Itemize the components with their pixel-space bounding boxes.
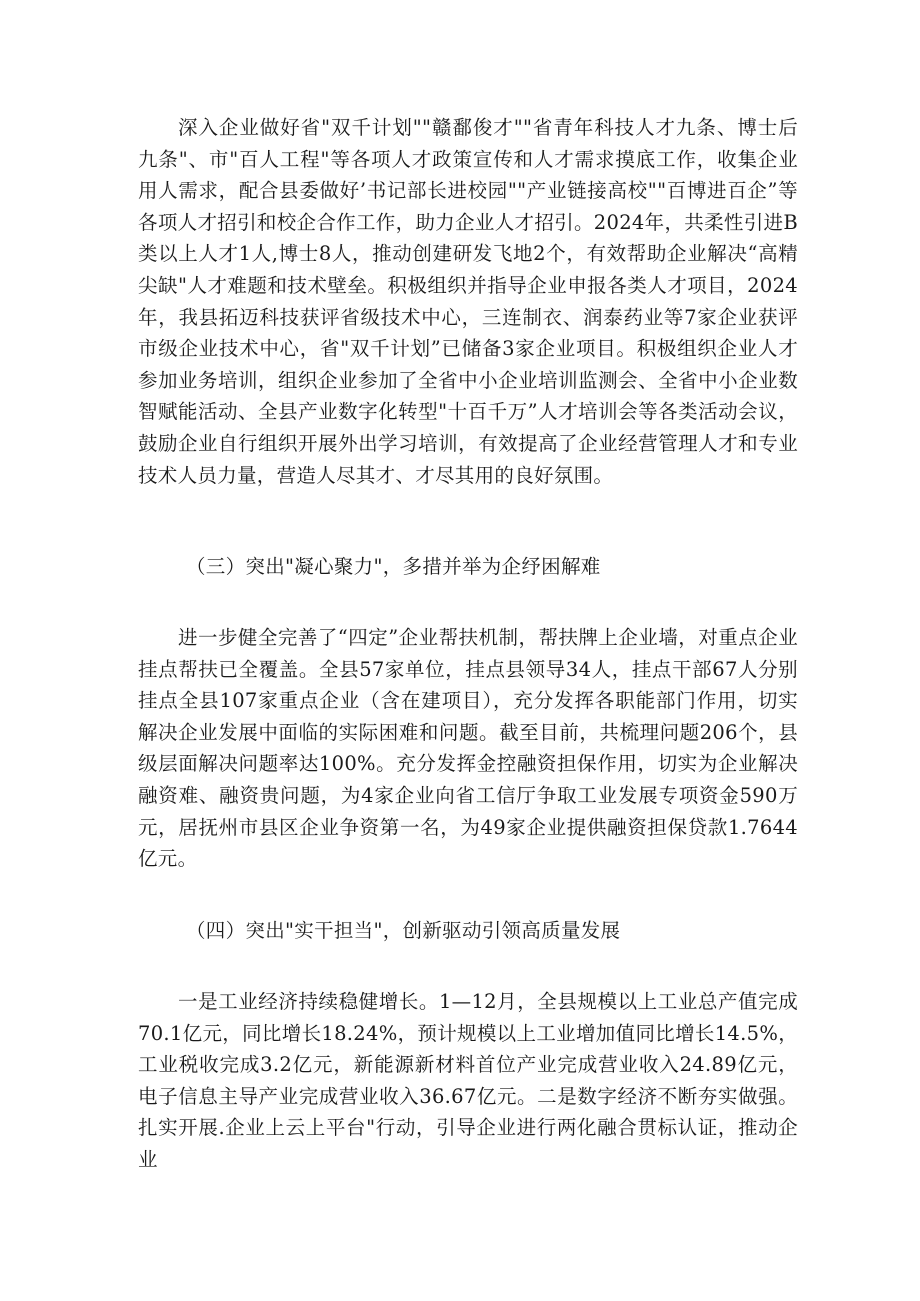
paragraph-industrial-growth: 一是工业经济持续稳健增长。1—12月，全县规模以上工业总产值完成70.1亿元，同比增长18.24%，预计规模以上工业增加值同比增长14.5%，工业税收完成3.2亿元，新能源新材料首位产业完成营业收入24.89亿元，电子信息主导产业完成营业收入36.67亿元。二是数字经济不断夯实做强。扎实开展.企业上云上平台"行动，引导企业进行两化融合贯标认证，推动企业 bbox=[138, 990, 798, 1171]
section-heading-4: （四）突出"实干担当"，创新驱动引领高质量发展 bbox=[186, 919, 621, 942]
section-heading-3: （三）突出"凝心聚力"，多措并举为企纾困解难 bbox=[186, 555, 601, 578]
paragraph-enterprise-support: 进一步健全完善了“四定”企业帮扶机制，帮扶牌上企业墙，对重点企业挂点帮扶已全覆盖。全县57家单位，挂点县领导34人，挂点干部67人分别挂点全县107家重点企业（含在建项目），充分发挥各职能部门作用，切实解决企业发展中面临的实际困难和问题。截至目前，共梳理问题206个，县级层面解决问题率达100%。充分发挥金控融资担保作用，切实为企业解决融资难、融资贵问题，为4家企业向省工信厅争取工业发展专项资金590万元，居抚州市县区企业争资第一名，为49家企业提供融资担保贷款1.7644亿元。 bbox=[138, 626, 798, 871]
paragraph-talent-work: 深入企业做好省"双千计划""赣鄱俊才""省青年科技人才九条、博士后九条"、市"百人工程"等各项人才政策宣传和人才需求摸底工作，收集企业用人需求，配合县委做好’书记部长进校园""产业链接高校""百博进百企”等各项人才招引和校企合作工作，助力企业人才招引。2024年，共柔性引进B类以上人才1人,博士8人，推动创建研发飞地2个，有效帮助企业解决“高精尖缺"人才难题和技术壁垒。积极组织并指导企业申报各类人才项目，2024年，我县拓迈科技获评省级技术中心，三连制衣、润泰药业等7家企业获评市级企业技术中心，省"双千计划”已储备3家企业项目。积极组织企业人才参加业务培训，组织企业参加了全省中小企业培训监测会、全省中小企业数智赋能活动、全县产业数字化转型"十百千万”人才培训会等各类活动会议，鼓励企业自行组织开展外出学习培训，有效提高了企业经营管理人才和专业技术人员力量，营造人尽其才、才尽其用的良好氛围。 bbox=[138, 116, 798, 487]
